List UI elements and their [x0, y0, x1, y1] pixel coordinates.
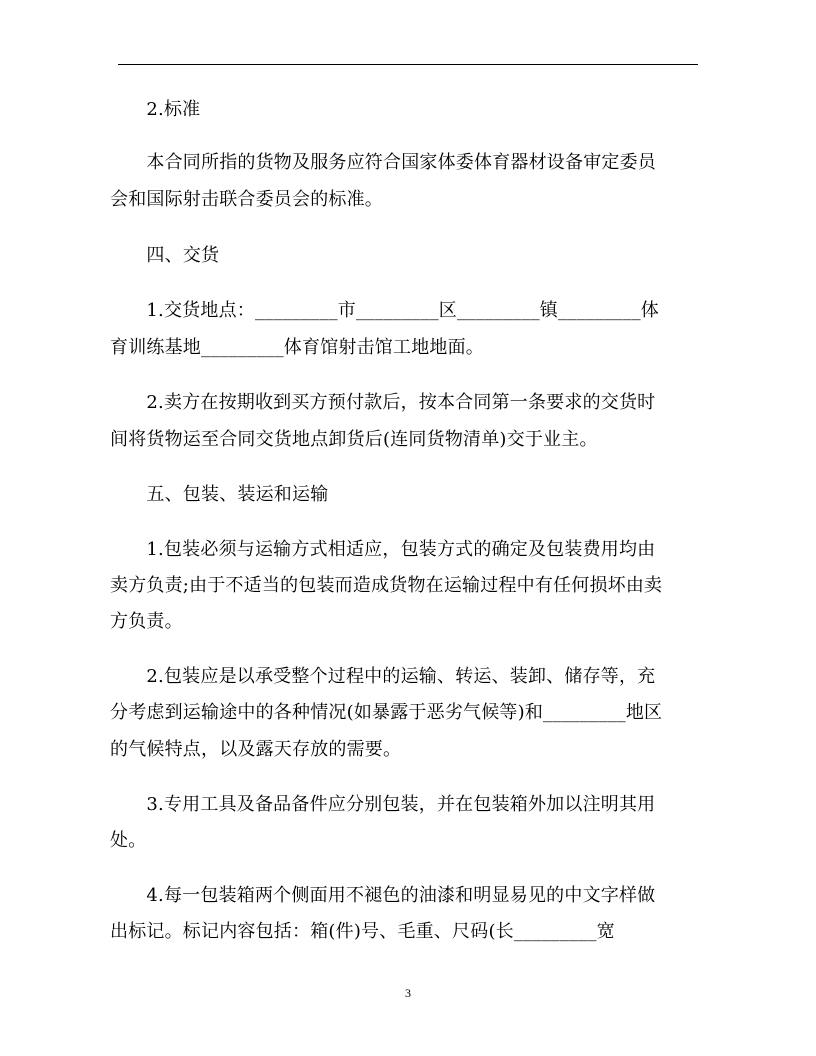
- paragraph-line: 卖方负责;由于不适当的包装而造成货物在运输过程中有任何损坏由卖: [110, 575, 663, 596]
- paragraph-line: 4.每一包装箱两个侧面用不褪色的油漆和明显易见的中文字样做: [110, 885, 656, 906]
- paragraph-line: 本合同所指的货物及服务应符合国家体委体育器材设备审定委员: [110, 152, 656, 173]
- section-heading: 四、交货: [110, 245, 220, 266]
- paragraph-line: 的气候特点，以及露天存放的需要。: [110, 739, 402, 760]
- paragraph-line: 会和国际射击联合委员会的标准。: [110, 189, 383, 210]
- paragraph-line: 间将货物运至合同交货地点卸货后(连同货物清单)交于业主。: [110, 429, 598, 450]
- section-heading: 2.标准: [110, 99, 201, 120]
- section-heading: 五、包装、装运和运输: [110, 484, 329, 505]
- paragraph-line: 处。: [110, 830, 147, 851]
- paragraph-line: 方负责。: [110, 611, 183, 632]
- paragraph-line: 出标记。标记内容包括：箱(件)号、毛重、尺码(长_________宽: [110, 921, 615, 942]
- page-number: 3: [405, 986, 411, 1000]
- paragraph-line: 2.卖方在按期收到买方预付款后，按本合同第一条要求的交货时: [110, 392, 656, 413]
- paragraph-line: 2.包装应是以承受整个过程中的运输、转运、装卸、储存等，充: [110, 666, 656, 687]
- paragraph-line: 育训练基地_________体育馆射击馆工地地面。: [110, 337, 484, 358]
- paragraph-line: 分考虑到运输途中的各种情况(如暴露于恶劣气候等)和_________地区: [110, 702, 663, 723]
- header-rule: [118, 64, 698, 65]
- paragraph-line: 1.包装必须与运输方式相适应，包装方式的确定及包装费用均由: [110, 539, 656, 560]
- paragraph-line: 1.交货地点：_________市_________区_________镇_________体: [110, 300, 659, 321]
- paragraph-line: 3.专用工具及备品备件应分别包装，并在包装箱外加以注明其用: [110, 794, 656, 815]
